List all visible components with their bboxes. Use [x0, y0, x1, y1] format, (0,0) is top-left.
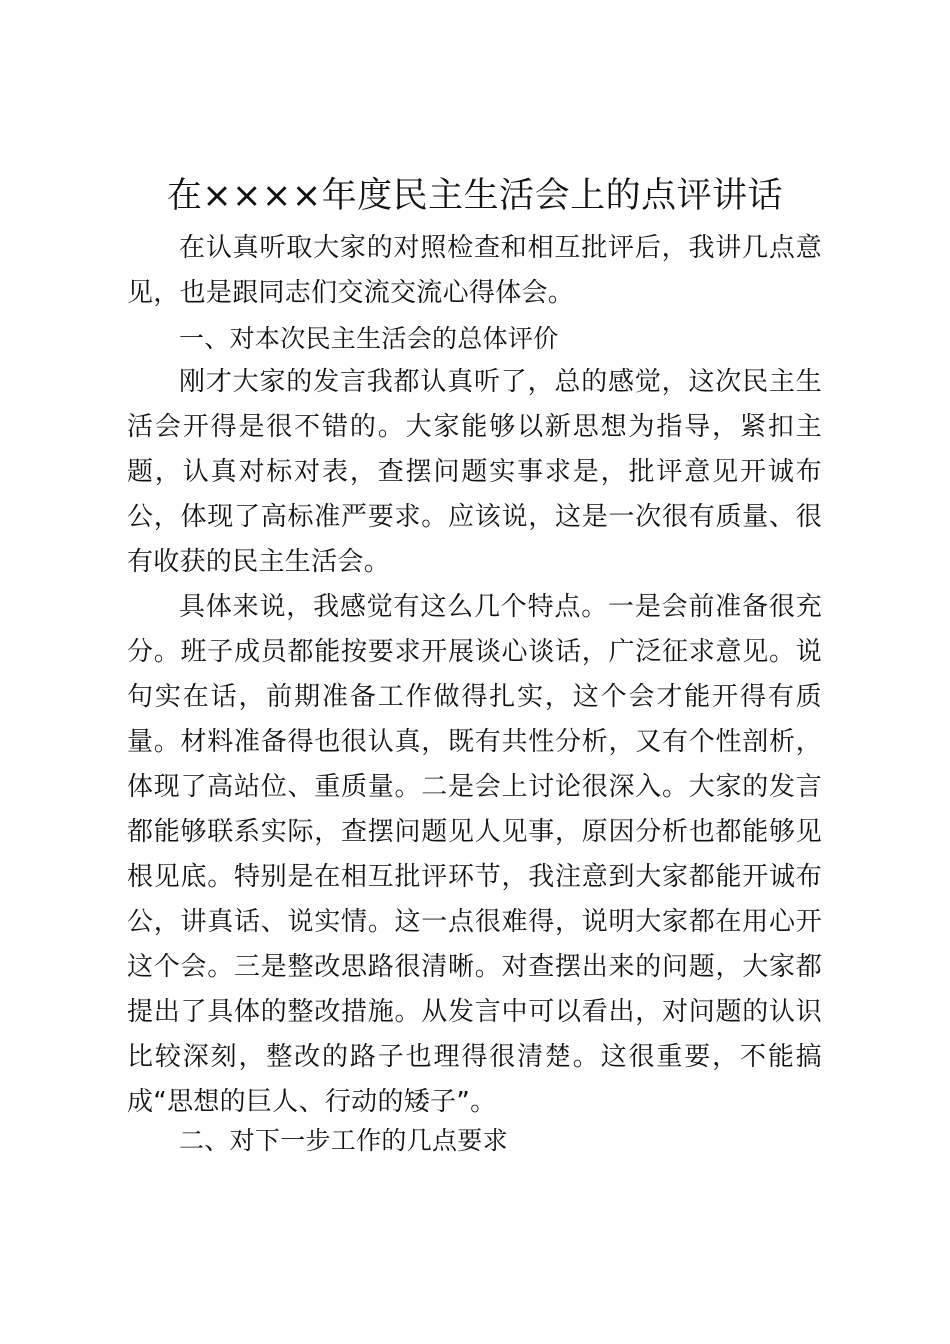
document-title: 在××××年度民主生活会上的点评讲话	[166, 176, 784, 216]
section-heading-2: 二、对下一步工作的几点要求	[179, 1126, 508, 1155]
body-paragraph-1: 刚才大家的发言我都认真听了，总的感觉，这次民主生活会开得是很不错的。大家能够以新思想为指导，紧扣主题，认真对标对表，查摆问题实事求是，批评意见开诚布公，体现了高标准严要求。应该说，这是一次很有质量、很有收获的民主生活会。	[127, 367, 822, 577]
body-paragraph-2: 具体来说，我感觉有这么几个特点。一是会前准备很充分。班子成员都能按要求开展谈心谈话，广泛征求意见。说句实在话，前期准备工作做得扎实，这个会才能开得有质量。材料准备得也很认真，既有共性分析，又有个性剖析，体现了高站位、重质量。二是会上讨论很深入。大家的发言都能够联系实际，查摆问题见人见事，原因分析也都能够见根见底。特别是在相互批评环节，我注意到大家都能开诚布公，讲真话、说实情。这一点很难得，说明大家都在用心开这个会。三是整改思路很清晰。对查摆出来的问题，大家都提出了具体的整改措施。从发言中可以看出，对问题的认识比较深刻，整改的路子也理得很清楚。这很重要，不能搞成“思想的巨人、行动的矮子”。	[127, 592, 822, 1117]
section-heading-1: 一、对本次民主生活会的总体评价	[179, 324, 559, 353]
intro-paragraph: 在认真听取大家的对照检查和相互批评后，我讲几点意见，也是跟同志们交流交流心得体会。	[127, 233, 822, 308]
